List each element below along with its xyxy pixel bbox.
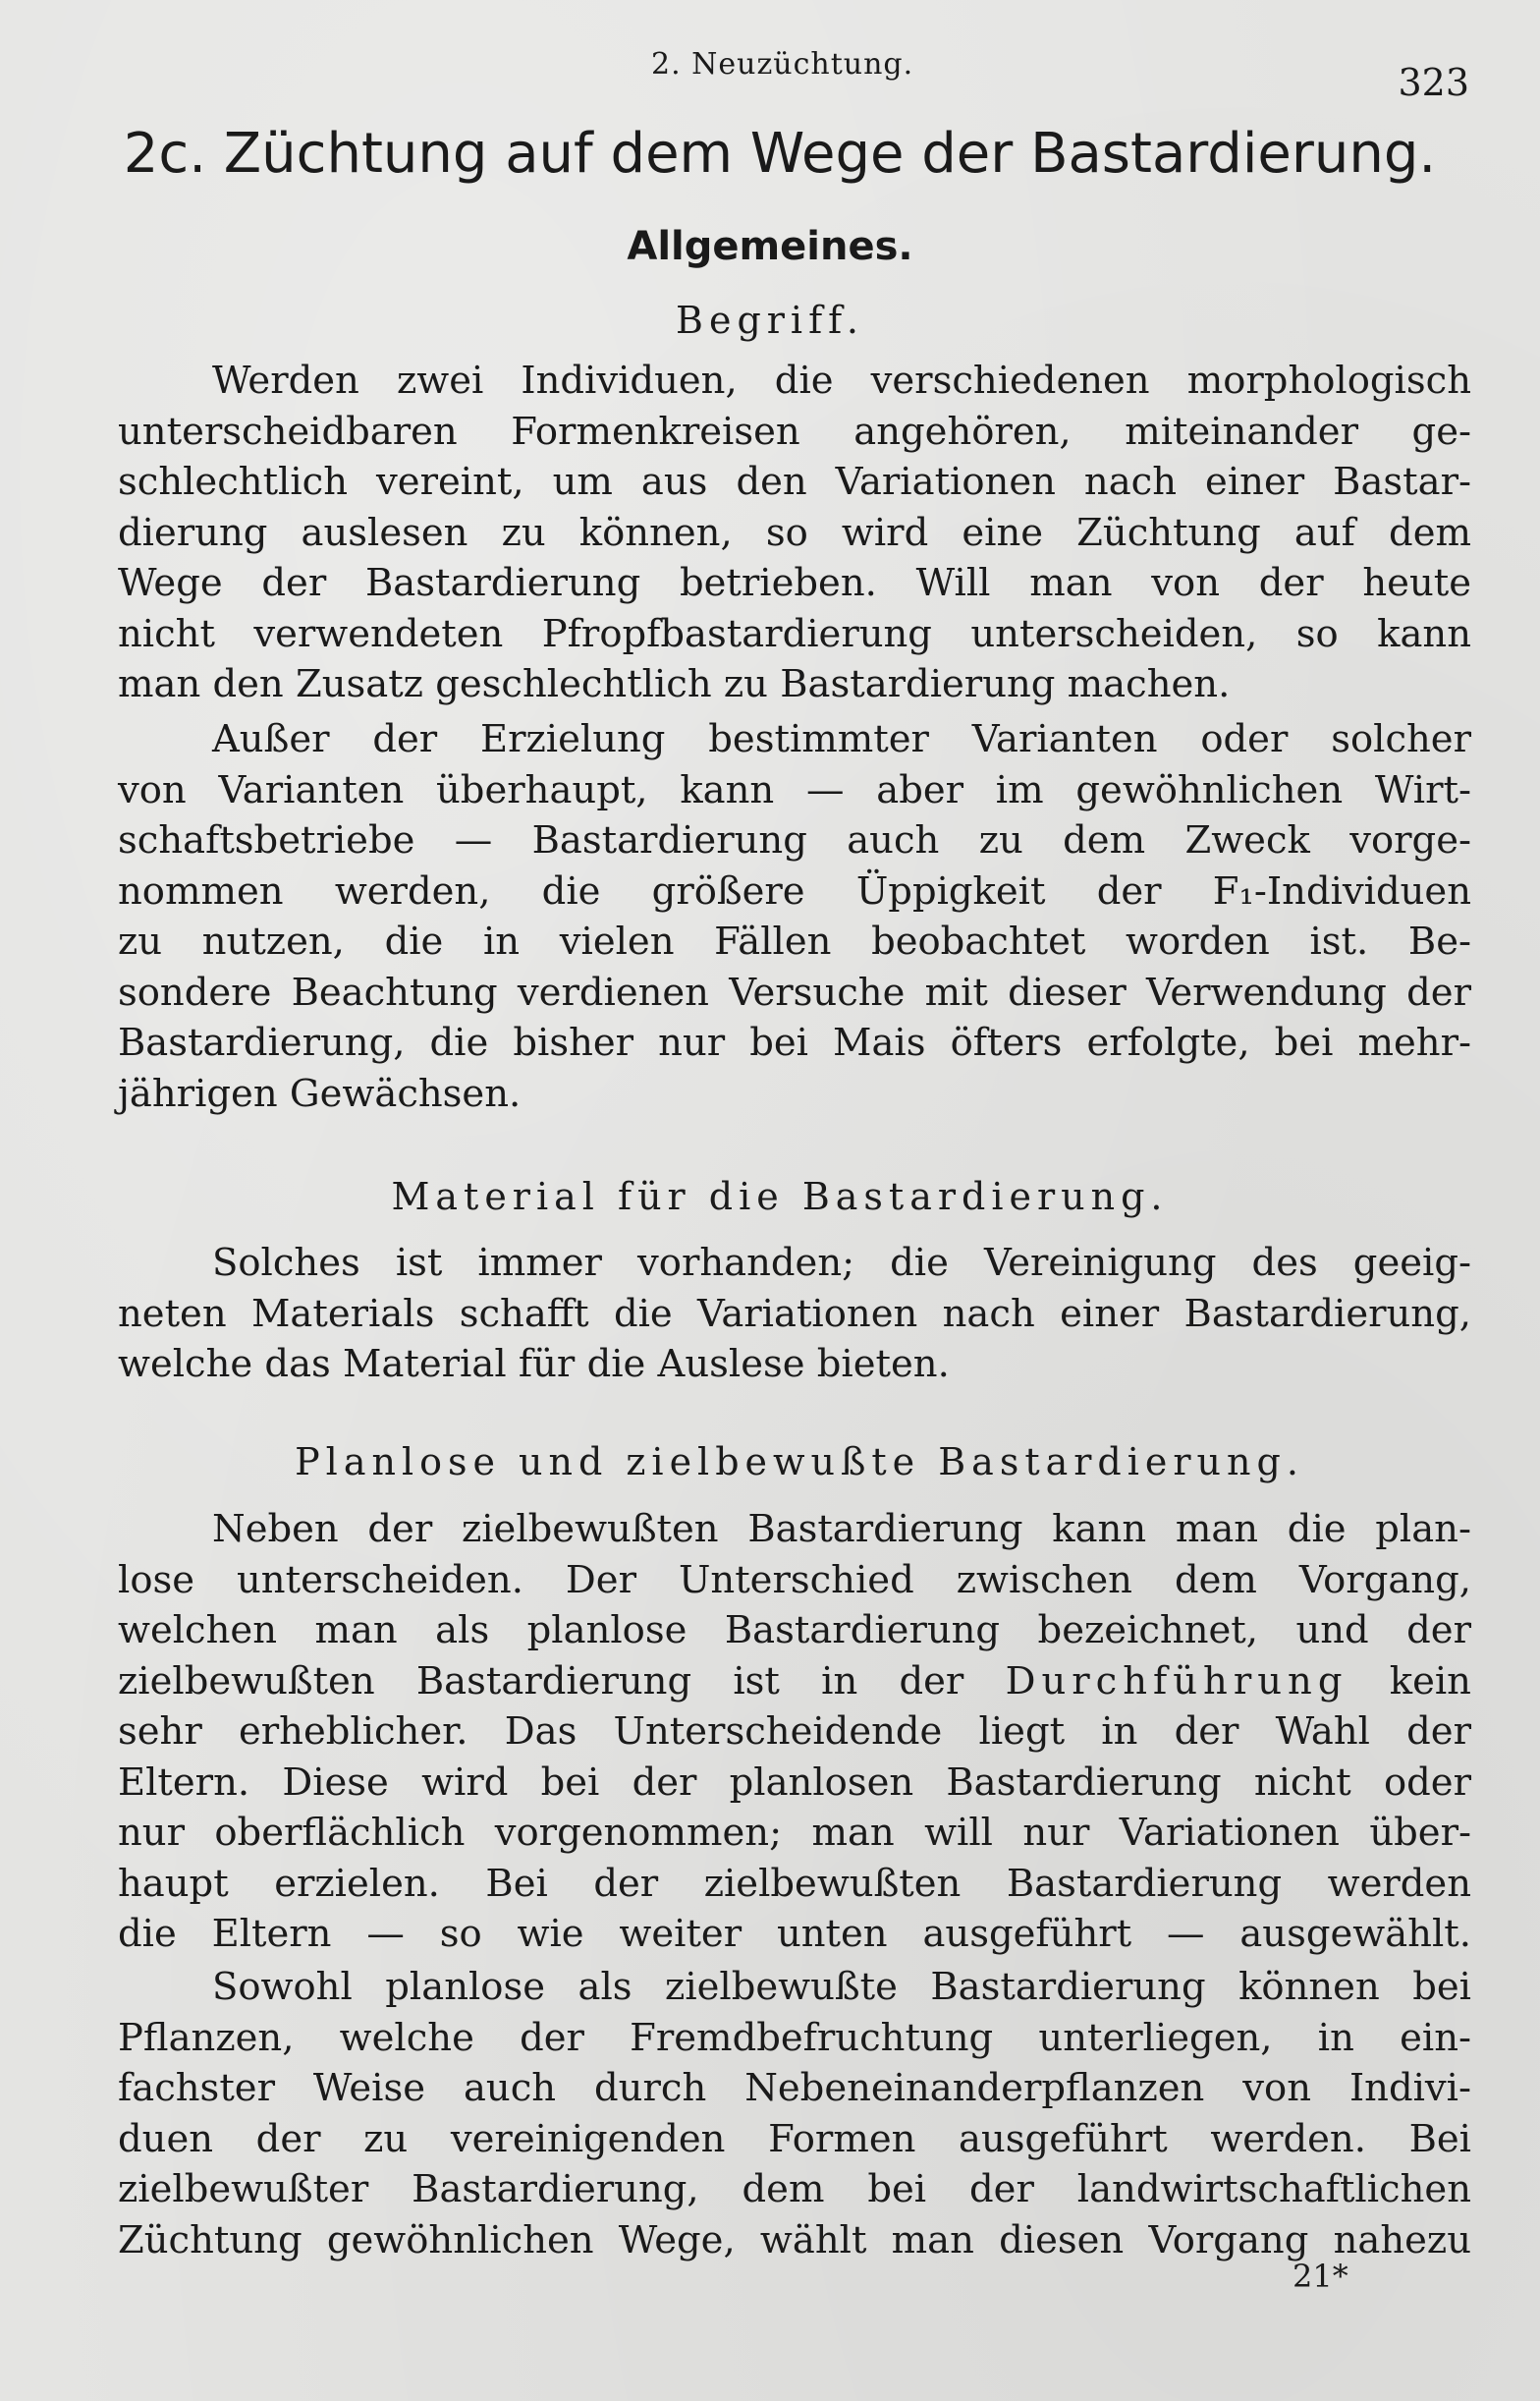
text-line: welche das Material für die Auslese bieten.: [118, 1342, 950, 1386]
text-line: Sowohl planlose als zielbewußte Bastardierung können bei: [212, 1965, 1471, 2009]
text-line: neten Materials schafft die Variationen nach einer Bastardierung,: [118, 1291, 1471, 1336]
emphasized-word: Durchführung: [1005, 1658, 1348, 1703]
text-line: Solches ist immer vorhanden; die Vereinigung des geeig-: [212, 1241, 1471, 1285]
text-line: lose unterscheiden. Der Unterschied zwischen dem Vorgang,: [118, 1557, 1471, 1602]
section-title: Allgemeines.: [627, 224, 913, 269]
text-line-mixed: [118, 1656, 1471, 1707]
text-line: Bastardierung, die bisher nur bei Mais öfters erfolgte, bei mehr-: [118, 1021, 1471, 1065]
text-line: Außer der Erzielung bestimmter Varianten oder solcher: [212, 717, 1471, 761]
text-line: welchen man als planlose Bastardierung bezeichnet, und der: [118, 1608, 1471, 1652]
text-line: haupt erzielen. Bei der zielbewußten Bastardierung werden: [118, 1861, 1471, 1906]
text-line: schlechtlich vereint, um aus den Variationen nach einer Bastar-: [118, 460, 1471, 504]
text-line: Neben der zielbewußten Bastardierung kann man die plan-: [212, 1507, 1471, 1551]
text-line: Werden zwei Individuen, die verschiedenen morphologisch: [212, 359, 1471, 403]
text-line: Wege der Bastardierung betrieben. Will man von der heute: [118, 561, 1471, 605]
subheading-material: Material für die Bastardierung.: [391, 1175, 1169, 1218]
chapter-title: 2c. Züchtung auf dem Wege der Bastardierung.: [123, 122, 1437, 186]
text-line: dierung auslesen zu können, so wird eine Züchtung auf dem: [118, 510, 1471, 555]
text-line: fachster Weise auch durch Nebeneinanderpflanzen von Indivi-: [118, 2066, 1471, 2110]
text-line: nur oberflächlich vorgenommen; man will nur Variationen über-: [118, 1811, 1471, 1855]
subheading-begriff: Begriff.: [676, 299, 864, 342]
text-line: zielbewußter Bastardierung, dem bei der landwirtschaftlichen: [118, 2167, 1471, 2211]
text-line: von Varianten überhaupt, kann — aber im gewöhnlichen Wirt-: [118, 767, 1471, 812]
text-line: Eltern. Diese wird bei der planlosen Bastardierung nicht oder: [118, 1759, 1471, 1805]
text-line: jährigen Gewächsen.: [118, 1071, 522, 1116]
text-line: Pflanzen, welche der Fremdbefruchtung unterliegen, in ein-: [118, 2015, 1471, 2060]
text-line: man den Zusatz geschlechtlich zu Bastardierung machen.: [118, 662, 1231, 706]
text-line: die Eltern — so wie weiter unten ausgeführt — ausgewählt.: [118, 1912, 1471, 1956]
text-line: schaftsbetriebe — Bastardierung auch zu dem Zweck vorge-: [118, 818, 1471, 863]
text-line: Züchtung gewöhnlichen Wege, wählt man diesen Vorgang nahezu: [118, 2217, 1471, 2262]
paragraph-sowohl: [118, 1962, 1471, 2265]
running-head: 2. Neuzüchtung.: [651, 47, 914, 82]
paragraph-zweck: [118, 714, 1471, 1119]
paragraph-begriff: [118, 356, 1471, 710]
signature-mark: 21*: [1292, 2258, 1348, 2295]
text-line: duen der zu vereinigenden Formen ausgeführt werden. Bei: [118, 2116, 1471, 2161]
text-line: sehr erheblicher. Das Unterscheidende liegt in der Wahl der: [118, 1709, 1471, 1754]
text-segment: kein: [1389, 1658, 1471, 1703]
text-line: nicht verwendeten Pfropfbastardierung unterscheiden, so kann: [118, 611, 1471, 656]
text-line: zu nutzen, die in vielen Fällen beobachtet worden ist. Be-: [118, 920, 1471, 964]
page-number: 323: [1398, 61, 1469, 104]
subheading-planlose: Planlose und zielbewußte Bastardierung.: [295, 1440, 1304, 1483]
text-line: unterscheidbaren Formenkreisen angehören, miteinander ge-: [118, 409, 1471, 454]
text-segment: zielbewußten Bastardierung ist in der: [118, 1658, 964, 1703]
paragraph-planlose: [118, 1504, 1471, 1960]
paragraph-material: [118, 1238, 1471, 1390]
text-line: nommen werden, die größere Üppigkeit der F₁-Individuen: [118, 868, 1471, 914]
text-line: sondere Beachtung verdienen Versuche mit dieser Verwendung der: [118, 970, 1471, 1015]
